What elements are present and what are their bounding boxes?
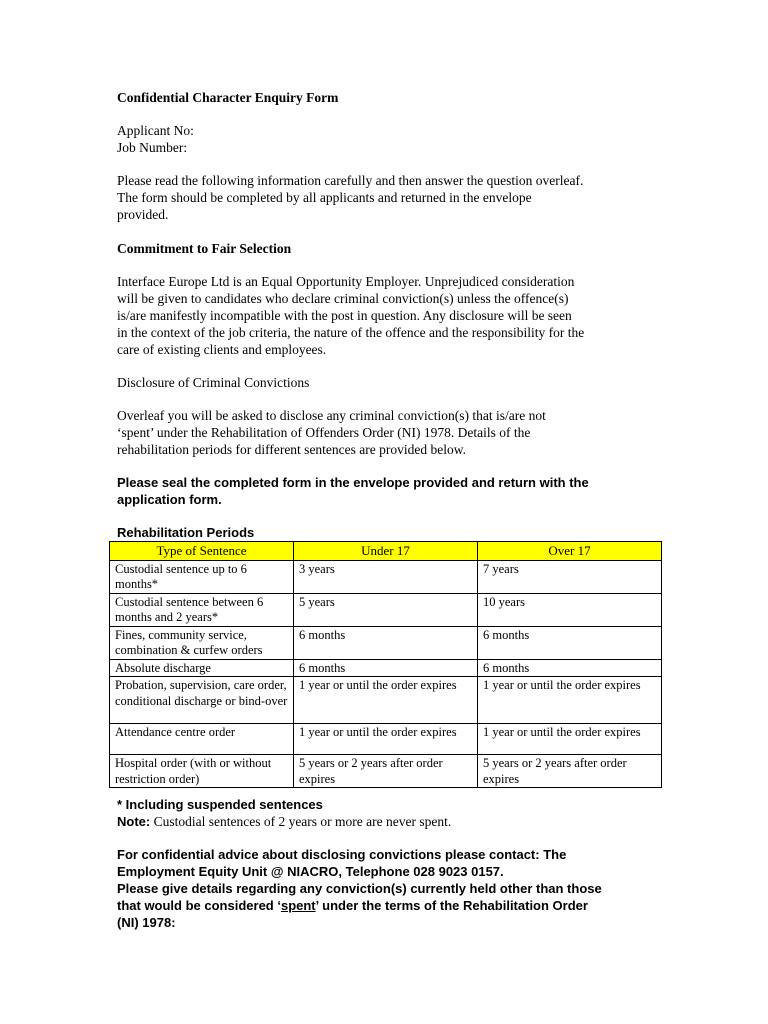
header-under-17: Under 17 [294,542,478,561]
table-header-row [110,542,662,561]
table-row [110,677,662,724]
spent-term: spent [280,898,316,913]
intro-line: Please read the following information carefully and then answer the question overleaf. [117,173,584,188]
table-row [110,560,662,593]
note [117,813,451,830]
table-cell: Hospital order (with or without restriction order) [110,755,294,788]
details-line: (NI) 1978: [117,915,176,930]
table-cell: Custodial sentence between 6 months and 2 years* [110,593,294,626]
intro-paragraph [117,172,583,223]
table-cell: 5 years or 2 years after order expires [294,755,478,788]
disclosure-line: ‘spent’ under the Rehabilitation of Offenders Order (NI) 1978. Details of the [117,425,531,440]
header-type-of-sentence: Type of Sentence [110,542,294,561]
table-cell: 1 year or until the order expires [294,677,478,724]
table-cell: 6 months [478,626,662,659]
details-line: Please give details regarding any conviction(s) currently held other than those [117,881,602,896]
table-cell: 6 months [294,626,478,659]
commitment-line: will be given to candidates who declare criminal conviction(s) unless the offence(s) [117,291,569,306]
header-over-17: Over 17 [478,542,662,561]
commitment-heading: Commitment to Fair Selection [117,241,292,256]
table-cell: 3 years [294,560,478,593]
seal-line: application form. [117,492,222,507]
intro-line: The form should be completed by all applicants and returned in the envelope [117,190,532,205]
footnote: * Including suspended sentences [117,797,323,812]
table-cell: 6 months [478,659,662,677]
table-row [110,659,662,677]
commitment-line: is/are manifestly incompatible with the post in question. Any disclosure will be seen [117,308,572,323]
table-cell: 5 years [294,593,478,626]
intro-line: provided. [117,207,169,222]
applicant-no-label: Applicant No: [117,123,194,138]
disclosure-paragraph [117,407,546,458]
table-cell: 5 years or 2 years after order expires [478,755,662,788]
applicant-info [117,122,194,156]
rehabilitation-table [109,541,662,788]
table-cell: Probation, supervision, care order, conditional discharge or bind-over [110,677,294,724]
table-row [110,626,662,659]
form-title: Confidential Character Enquiry Form [117,90,339,105]
seal-instruction [117,474,589,508]
commitment-paragraph [117,273,584,358]
disclosure-heading: Disclosure of Criminal Convictions [117,375,310,390]
contact-paragraph [117,846,566,880]
table-cell: 1 year or until the order expires [478,724,662,755]
contact-line: Employment Equity Unit @ NIACRO, Telephone 028 9023 0157. [117,864,504,879]
table-row [110,755,662,788]
commitment-line: in the context of the job criteria, the nature of the offence and the responsibility for the [117,325,585,340]
contact-line: For confidential advice about disclosing convictions please contact: The [117,847,567,862]
table-cell: 6 months [294,659,478,677]
table-cell: Fines, community service, combination & curfew orders [110,626,294,659]
note-label: Note: [117,814,151,829]
details-line-pre: that would be considered ‘ [117,898,281,913]
disclosure-line: rehabilitation periods for different sentences are provided below. [117,442,466,457]
table-cell: 7 years [478,560,662,593]
details-line-post: ’ under the terms of the Rehabilitation Order [315,898,588,913]
table-row [110,724,662,755]
commitment-line: Interface Europe Ltd is an Equal Opportunity Employer. Unprejudiced consideration [117,274,575,289]
details-request [117,880,602,931]
table-cell: Attendance centre order [110,724,294,755]
table-cell: 1 year or until the order expires [294,724,478,755]
commitment-line: care of existing clients and employees. [117,342,327,357]
table-cell: 10 years [478,593,662,626]
seal-line: Please seal the completed form in the envelope provided and return with the [117,475,589,490]
disclosure-line: Overleaf you will be asked to disclose any criminal conviction(s) that is/are not [117,408,546,423]
table-cell: Custodial sentence up to 6 months* [110,560,294,593]
table-cell: Absolute discharge [110,659,294,677]
job-number-label: Job Number: [117,140,188,155]
table-row [110,593,662,626]
table-cell: 1 year or until the order expires [478,677,662,724]
details-line [117,897,602,914]
table-caption: Rehabilitation Periods [117,525,255,540]
note-text: Custodial sentences of 2 years or more are never spent. [150,814,452,829]
